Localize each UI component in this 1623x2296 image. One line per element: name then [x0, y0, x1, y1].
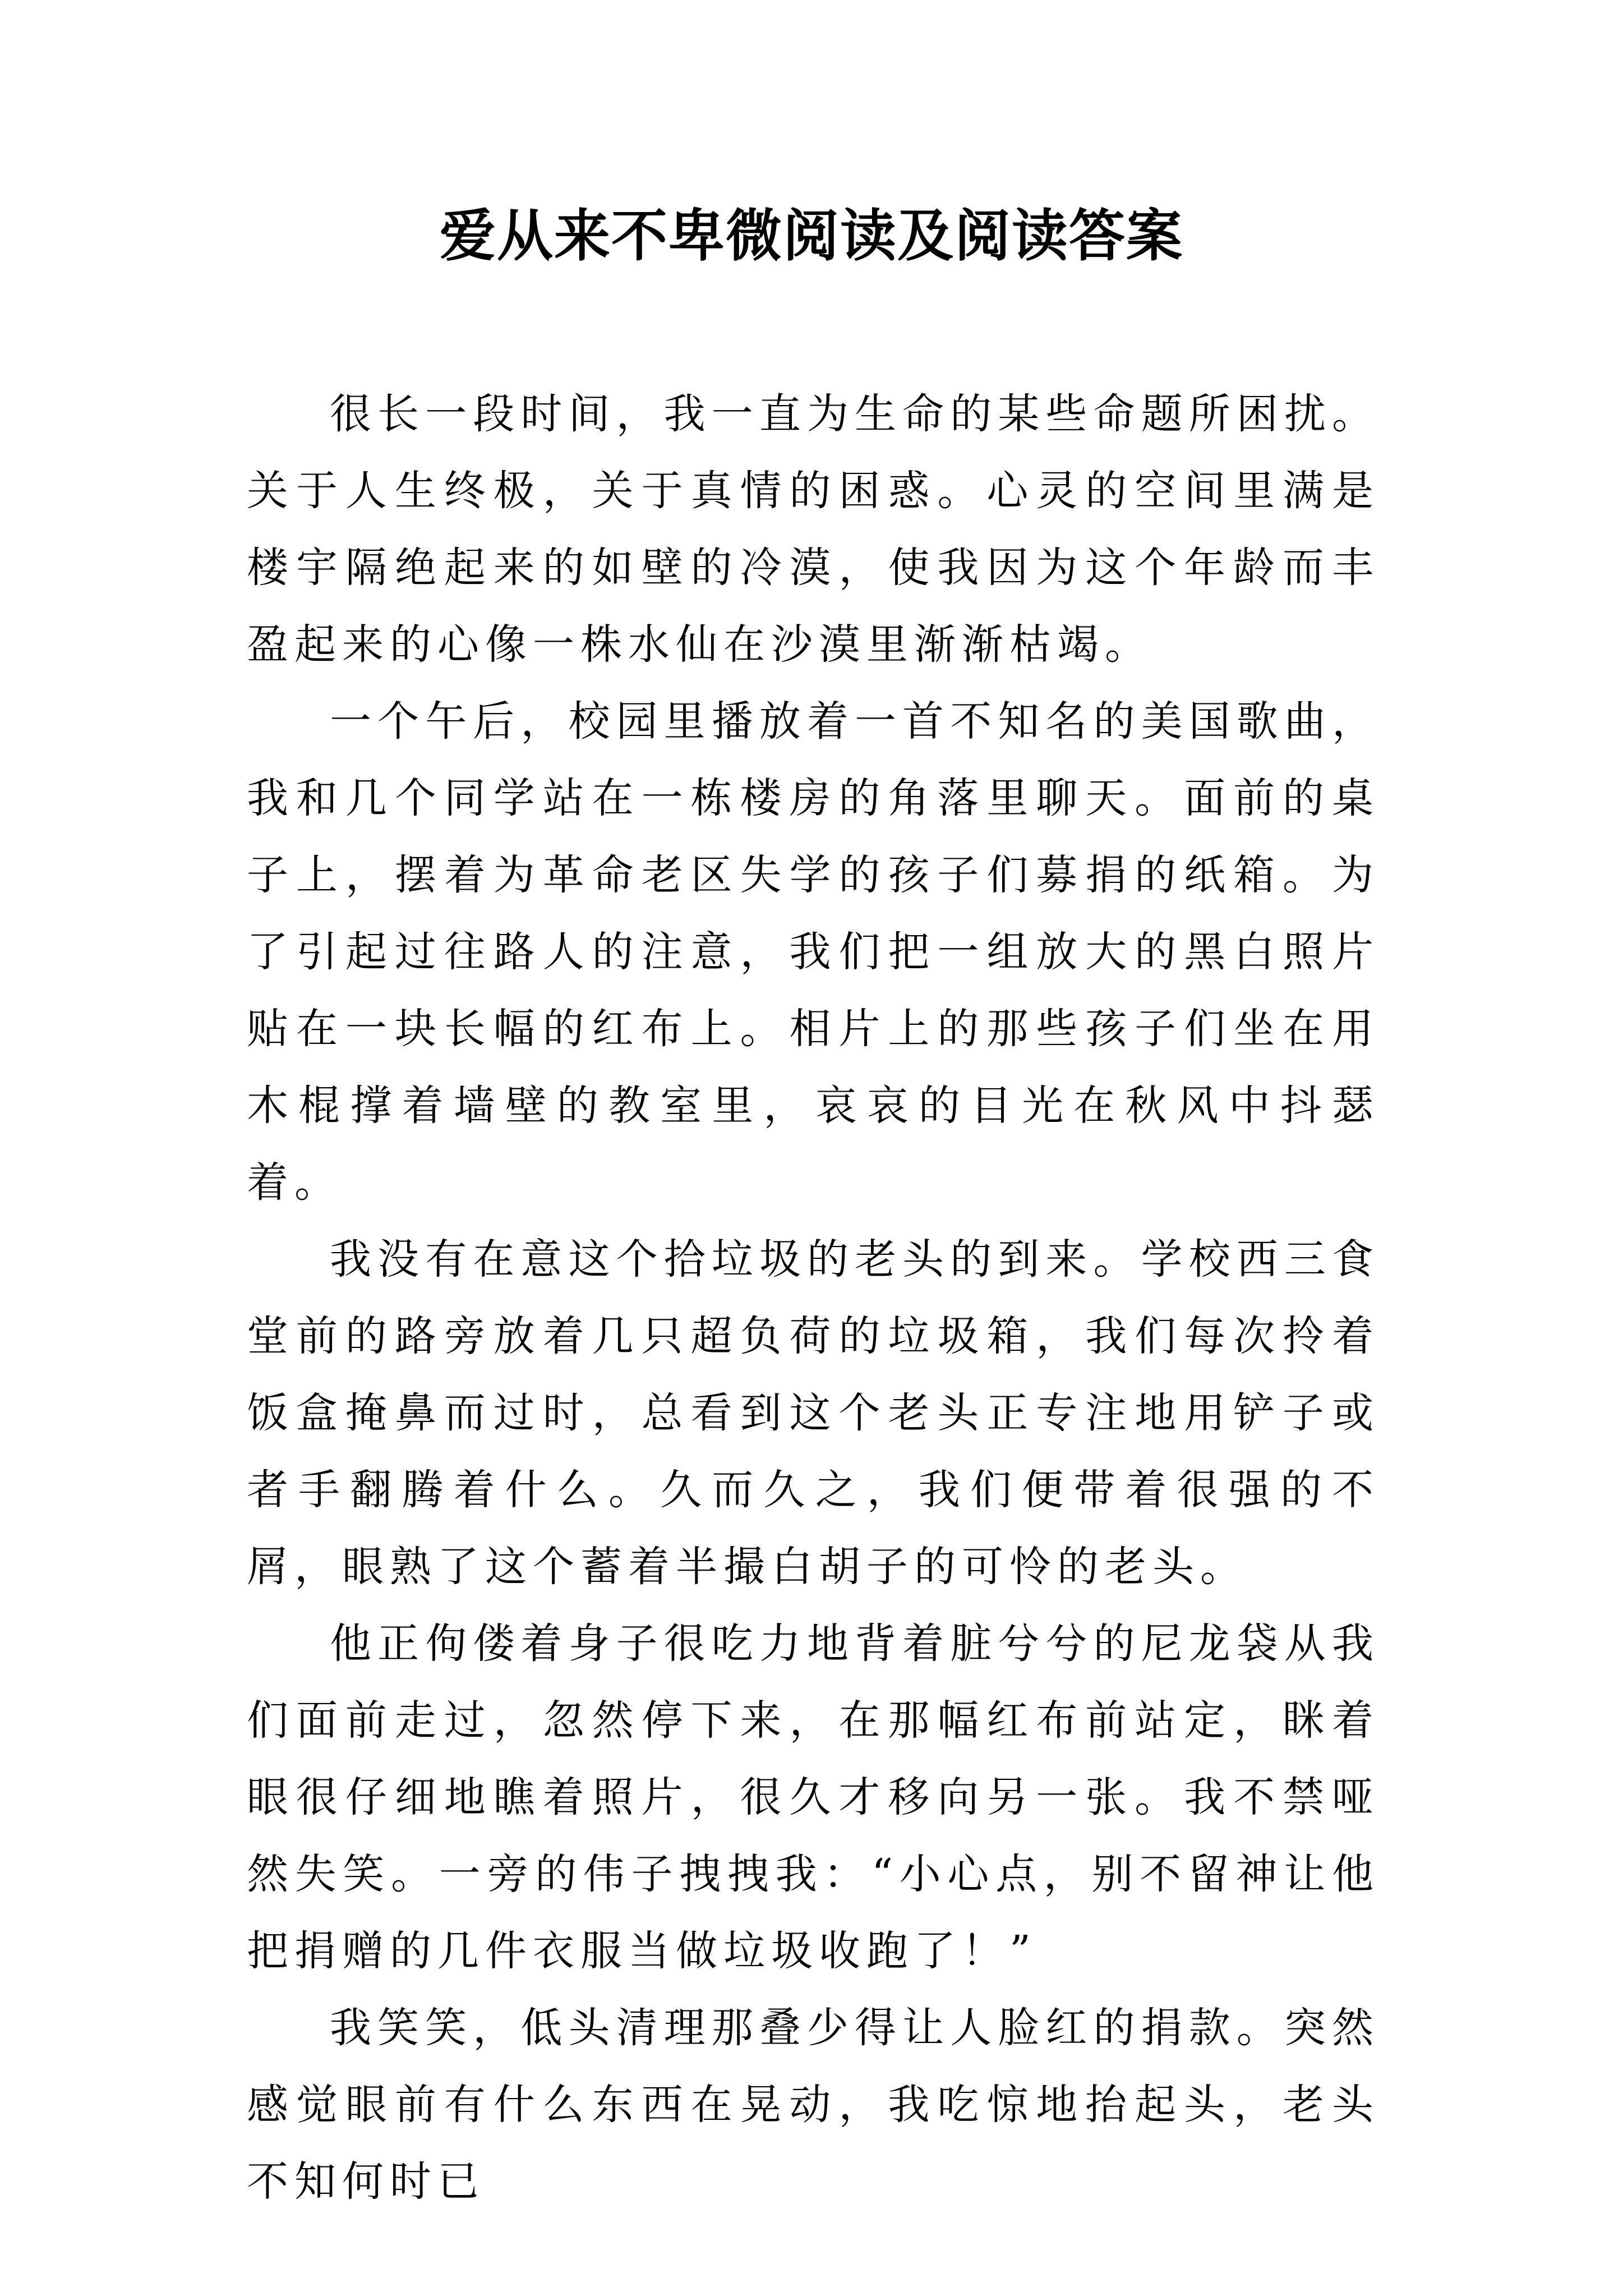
paragraph: 一个午后，校园里播放着一首不知名的美国歌曲，我和几个同学站在一栋楼房的角落里聊天。面前的桌子上，摆着为革命老区失学的孩子们募捐的纸箱。为了引起过往路人的注意，我们把一组放大的黑白照片贴在一块长幅的红布上。相片上的那些孩子们坐在用木棍撑着墙壁的教室里，哀哀的目光在秋风中抖瑟着。 [247, 697, 1380, 1207]
document-body [247, 376, 1380, 2220]
paragraph: 我没有在意这个拾垃圾的老头的到来。学校西三食堂前的路旁放着几只超负荷的垃圾箱，我们每次拎着饭盒掩鼻而过时，总看到这个老头正专注地用铲子或者手翻腾着什么。久而久之，我们便带着很强的不屑，眼熟了这个蓄着半撮白胡子的可怜的老头。 [247, 1235, 1380, 1591]
paragraph: 他正佝偻着身子很吃力地背着脏兮兮的尼龙袋从我们面前走过，忽然停下来，在那幅红布前站定，眯着眼很仔细地瞧着照片，很久才移向另一张。我不禁哑然失笑。一旁的伟子拽拽我：“小心点，别不留神让他把捐赠的几件衣服当做垃圾收跑了！” [247, 1619, 1380, 1975]
paragraph: 很长一段时间，我一直为生命的某些命题所困扰。关于人生终极，关于真情的困惑。心灵的空间里满是楼宇隔绝起来的如壁的冷漠，使我因为这个年龄而丰盈起来的心像一株水仙在沙漠里渐渐枯竭。 [247, 390, 1380, 669]
document-title: 爱从来不卑微阅读及阅读答案 [440, 203, 1183, 269]
paragraph: 我笑笑，低头清理那叠少得让人脸红的捐款。突然感觉眼前有什么东西在晃动，我吃惊地抬起头，老头不知何时已 [247, 2004, 1380, 2206]
